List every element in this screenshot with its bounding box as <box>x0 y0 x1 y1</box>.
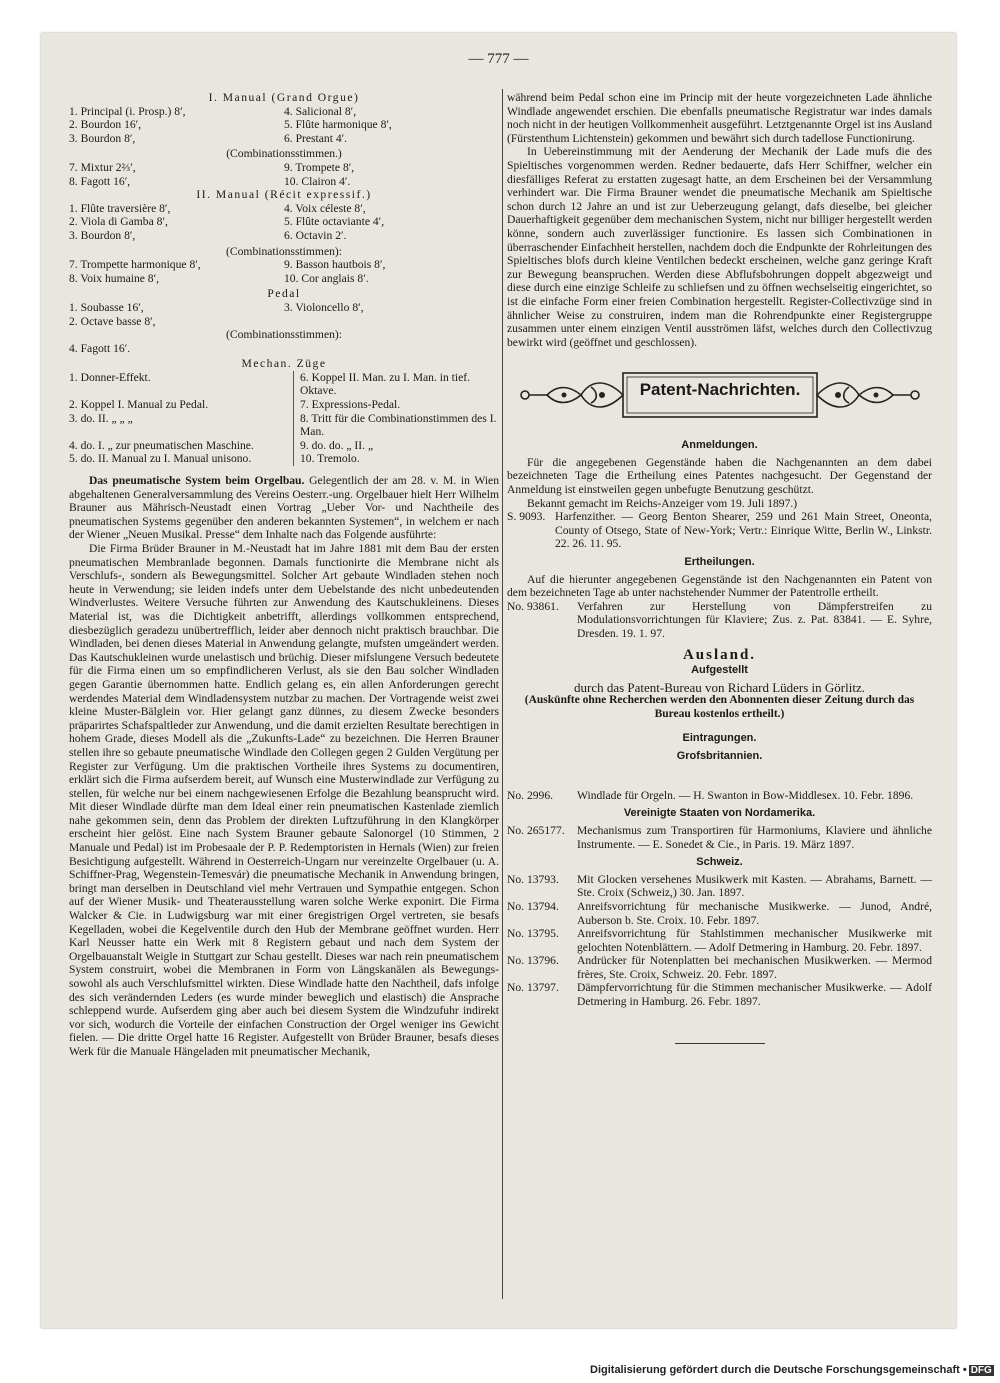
manual2-heading: II. Manual (Récit expressif.) <box>196 188 372 202</box>
table-cell: 4. do. I. „ zur pneumatischen Maschine. <box>69 438 254 452</box>
gb-heading: Grofsbritannien. <box>676 750 763 763</box>
stop-right: 4. Salicional 8′, <box>284 104 357 118</box>
list-item <box>507 873 932 900</box>
article-p1: Gelegentlich der am 28. v. M. in Wien abgehaltenen Generalversammlung des Vereins Oesterr.-ung. Orgelbauer hielt Herr Wilhelm Brauner aus Mährisch-Neustadt einen Vortrag „Ueber Vor- und Nachtheile des pneumatischen Systems gegenüber den anderen bekannten Systemen“, in welchem er nach der Wiener „Neuen Musikal. Presse“ dem Inhalte nach das Folgende ausführte: <box>69 474 499 542</box>
list-item <box>507 600 932 641</box>
stop-row <box>69 315 499 329</box>
stop-right: 6. Octavin 2′. <box>284 228 347 242</box>
stop-row <box>69 229 499 243</box>
entry-number: No. 93861. <box>507 599 559 613</box>
table-row <box>69 439 499 453</box>
stop-right: 9. Basson hautbois 8′, <box>284 258 386 272</box>
entry-text: Anreifsvorrichtung für Stahlstimmen mechanischer Musikwerke mit gelochten Notenblättern. — Adolf Detmering in Hamburg. 20. Febr. 1897. <box>577 927 932 954</box>
comb1-heading: (Combinationsstimmen.) <box>226 147 342 161</box>
patent-banner <box>507 367 932 425</box>
entry-number: S. 9093. <box>507 510 546 524</box>
list-item <box>507 981 932 1008</box>
stop-left: 3. Bourdon 8′, <box>69 228 136 242</box>
footer-text: Digitalisierung gefördert durch die Deutsche Forschungsgemeinschaft • <box>590 1364 967 1376</box>
stop-right <box>284 315 499 329</box>
pedal-fagott: 4. Fagott 16′. <box>69 341 131 355</box>
entry-number: No. 13793. <box>507 872 559 886</box>
entry-text: Mit Glocken versehenes Musikwerk mit Kasten. — Abrahams, Barnett. — Ste. Croix (Schweiz,) 30. Jan. 1897. <box>577 872 932 900</box>
table-row <box>69 412 499 439</box>
table-cell: 8. Tritt für die Combinationstimmen des I. Man. <box>294 412 500 439</box>
stop-row <box>69 175 499 189</box>
pedal-list <box>69 301 499 328</box>
entry-number: No. 13795. <box>507 927 559 941</box>
stop-right: 6. Prestant 4′. <box>284 131 348 145</box>
stop-left: 7. Mixtur 2⅔′, <box>69 160 136 174</box>
stop-left: 1. Flûte traversière 8′, <box>69 201 171 215</box>
stop-row <box>69 161 499 175</box>
table-cell: 2. Koppel I. Manual zu Pedal. <box>69 398 209 412</box>
table-cell: 9. do. do. „ II. „ <box>294 439 500 453</box>
stop-right: 10. Cor anglais 8′. <box>284 271 369 285</box>
stop-row <box>69 202 499 216</box>
aufgestellt-note: (Auskünfte ohne Recherchen werden den Abonnenten dieser Zeitung durch das Bureau kostenlos ertheilt.) <box>524 694 915 720</box>
stop-row <box>69 215 499 229</box>
aufgestellt-heading: Aufgestellt <box>691 664 748 677</box>
table-cell: 7. Expressions-Pedal. <box>294 398 500 412</box>
mechan-table <box>69 371 499 466</box>
page-number: — 777 — <box>468 51 529 67</box>
banner-title: Patent-Nachrichten. <box>639 380 801 400</box>
stop-row <box>69 258 499 272</box>
ch-heading: Schweiz. <box>696 856 743 869</box>
entry-text: Harfenzither. — Georg Benton Shearer, 259 und 261 Main Street, Oneonta, County of Otsego, State of New-York; Vertr.: Einrique Witte, Berlin W., Linkstr. 22. 26. 11. 95. <box>555 510 932 551</box>
usa-heading: Vereinigte Staaten von Nordamerika. <box>623 807 816 820</box>
comb2-heading: (Combinationsstimmen): <box>226 244 342 258</box>
stop-left: 3. Bourdon 8′, <box>69 131 136 145</box>
stop-left: 2. Bourdon 16′, <box>69 118 142 132</box>
table-cell: 6. Koppel II. Man. zu I. Man. in tief. Oktave. <box>294 371 500 398</box>
scanned-page <box>41 33 956 1328</box>
entry-text: Dämpfervorrichtung für die Stimmen mechanischer Musikwerke. — Adolf Detmering in Hamburg. 26. Febr. 1897. <box>577 981 932 1009</box>
list-item <box>507 824 932 851</box>
left-column <box>69 91 499 1059</box>
entry-number: No. 2996. <box>507 788 554 802</box>
continuation-p2: In Uebereinstimmung mit der Aenderung der Mechanik der Lade mufs die des Spieltisches vorgenommen werden. Redner bedauerte, dafs Herr Schiffner, welcher ein diesfälliges Referat zu erstatten zugesagt hatte, an dem Erscheinen bei der Versammlung verhindert war. Die Firma Brauner wendet die pneumatische Mechanik am Spieltische schon durch 12 Jahre an und ist zur Ueberzeugung gelangt, dafs dieselbe, bei gleicher Dauerhaftigkeit gegenüber dem mechanischen System, nicht nur billiger hergestellt werden könne, sondern auch zuverlässiger functionire. Es lassen sich Combinationen in überraschender Einfachheit herstellen, nachdem doch die Endpunkte der Rohrleitungen des Spieltisches blofs durch kleine Ventilchen bedeckt erscheinen, welche ganz geringe Kraft zur Bewegung beanspruchen. Werden diese Abflufsbohrungen doppelt abgezweigt und diese durch eine einzige Schleife zu schliefsen und zu öffnen wechselseitig eingerichtet, so ist die einfache Form einer freien Combination hergestellt. Register-Collectivzüge sind in ähnlicher Weise zu construiren, indem man die Rohrendpunkte einer Registergruppe zusammen unter einem einzigen Ventil ausströmen läfst, welches durch den Collectivzug bewirkt wird (geöffnet und geschlossen). <box>507 145 932 349</box>
anmeldungen-heading: Anmeldungen. <box>681 439 758 452</box>
entry-number: No. 13796. <box>507 954 559 968</box>
ausland-heading: Ausland. <box>682 646 757 663</box>
comb3-heading: (Combinationsstimmen): <box>226 328 342 342</box>
article-p2: Die Firma Brüder Brauner in M.-Neustadt hat im Jahre 1881 mit dem Bau der ersten pneumatischen Membranlade begonnen. Damals functionirte die Membrane nicht als Verschlufs-, sondern als Bewegungsmittel. Solcher Art gebaute Windladen stehen noch heute in Verwendung; sie leiden indefs unter dem Uebelstande des nicht unbedeutenden Windverlustes. Weitere Versuche führten zur Anwendung des Kautschukleinens. Dieses Material ist, was die Dichtigkeit anbetrifft, allerdings vollkommen entsprechend, diesbezüglich geradezu unübertrefflich, leider aber dennoch nicht praktisch brauchbar. Die Windladen, bei denen dieses Material in Anwendung gelangte, mufsten umgeändert werden. Das Kautschukleinen wurde unelastisch und brüchig. Dieser mifslungene Versuch bedeutete für die Firma einen um so empfindlicheren Verlust, als sie den Bau solcher Windladen gegen Garantie übernommen hatte. Endlich gelang es, ein allen Anforderungen gerecht werdendes Material dem Windladensystem nutzbar zu machen. Der Vortragende weist zwei kleine Muster-Bälglein vor. Hier gelangt ganz dünnes, zu diesem Zwecke besonders präparirtes Schafspaltleder zur Anwendung, und die damit erzielten Resultate berechtigen in hohem Grade, dieses Modell als die „Zukunfts-Lade“ zu bezeichnen. Die Herren Brauner stellen ihre so gebaute pneumatische Windlade den Collegen gegen 2 Gulden Vergütung per Register zur Verfügung. Um die praktischen Vortheile ihres Systems zu documentiren, erklärt sich die Firma aufserdem bereit, auf Wunsch eine Musterwindlade zur Verfügung zu stellen, für welche nur bei einem nachgewiesenen Erfolge die Bezahlung beansprucht wird. Mit dieser Windlade dürfte man dem Ideal einer rein pneumatischen Kastenlade ziemlich nahe gekommen sein, denn das Problem der direkten Luftzuführung in den Klangkörper erscheint hier gelöst. Eine nach System Brauner gebaute Salonorgel (10 Stimmen, 2 Manuale und Pedal) ist im Probesaale der P. P. Redemptoristen in Hernals (Wien) zur freien Besichtigung aufgestellt. Während in Oesterreich-Ungarn nur vereinzelte Orgelbauer (u. A. Schiffner-Prag, Wegenstein-Temesvár) die pneumatische Mechanik in Anwendung bringen, bringt man derselben in Deutschland viel mehr Vertrauen und Sympathie entgegen. Schon auf der Wiener Musik- und Theaterausstellung waren solche Werke exponirt. Die Firma Walcker & Cie. in Ludwigsburg war mit einer 6registrigen Orgel vertreten, sie besafs Kegelladen, wobei die Kegelventile durch den Hub der Membrane geöffnet wurden. Herr Karl Neusser hatte ein Werk mit 8 Registern gebaut und nach dem System der Orgelbauanstalt Weigle in Stuttgart zur Schau gestellt. Dieses war nach rein pneumatischem System construirt, wobei die Membranen in Form von Längskanälen als Bewegungs- sowohl als auch Verschlufsmittel wirkten. Diese Windlade hatte den Nachtheil, dafs infolge des sich verändernden Leders (es wurde minder beweglich und elastisch) die Ansprache schleppend wurde. Aufserdem ging aber auch bei diesem System die Windzufuhr indirekt vor sich, wodurch die Vorteile der einfachen Construction der Orgel weniger ins Gewicht fielen. — Die dritte Orgel hatte 16 Register. Aufgestellt von Brüder Brauner, besafs dieses Werk für die Manuale Hängeladen mit pneumatischer Mechanik, <box>69 542 499 1058</box>
list-item <box>507 900 932 927</box>
entry-text: Verfahren zur Herstellung von Dämpferstreifen zu Modulationsvorrichtungen für Klaviere; Zus. z. Pat. 83841. — E. Syhre, Dresden. 19. 1. 97. <box>577 599 932 640</box>
entry-number: No. 13797. <box>507 981 559 995</box>
entry-text: Mechanismus zum Transportiren für Harmoniums, Klaviere und ähnliche Instrumente. — E. Sonedet & Cie., in Paris. 19. März 1897. <box>577 823 932 851</box>
article-title: Das pneumatische System beim Orgelbau. <box>89 474 305 488</box>
table-cell: 3. do. II. „ „ „ <box>69 411 133 425</box>
stop-right: 4. Voix céleste 8′, <box>284 201 366 215</box>
stop-left: 8. Voix humaine 8′, <box>69 271 160 285</box>
aufgestellt-by: durch das Patent-Bureau von Richard Lüders in Görlitz. <box>574 679 865 695</box>
stop-right: 9. Trompete 8′, <box>284 160 355 174</box>
list-item <box>507 510 932 551</box>
stop-left: 1. Soubasse 16′, <box>69 300 144 314</box>
stop-left: 2. Octave basse 8′, <box>69 314 156 328</box>
list-item <box>507 789 932 803</box>
manual2-list <box>69 202 499 243</box>
stop-right: 5. Flûte harmonique 8′, <box>284 118 392 132</box>
stop-row <box>69 118 499 132</box>
table-cell: 1. Donner-Effekt. <box>69 370 151 384</box>
footer-credit <box>590 1364 994 1376</box>
entry-text: Anreifsvorrichtung für mechanische Musikwerke. — Junod, André, Auberson b. Ste. Croix. 10. Febr. 1897. <box>577 899 932 927</box>
stop-row <box>69 132 499 146</box>
entry-number: No. 13794. <box>507 899 559 913</box>
anmeldungen-intro: Für die angegebenen Gegenstände haben die Nachgenannten an dem dabei bezeichneten Tage die Ertheilung eines Patentes nachgesucht. Der Gegenstand der Anmeldung ist einstweilen gegen unbefugte Benutzung geschützt. <box>507 455 932 497</box>
stop-right: 10. Clairon 4′. <box>284 174 351 188</box>
stop-row <box>69 105 499 119</box>
stop-left: 8. Fagott 16′, <box>69 174 131 188</box>
table-row <box>69 398 499 412</box>
stop-left: 7. Trompette harmonique 8′, <box>69 258 201 272</box>
end-rule <box>675 1043 765 1044</box>
entry-text: Andrücker für Notenplatten bei mechanischen Musikwerken. — Mermod frères, Ste. Croix, Schweiz. 20. Febr. 1897. <box>577 954 932 981</box>
ertheilungen-heading: Ertheilungen. <box>684 556 755 569</box>
manual1-list <box>69 105 499 146</box>
list-item <box>507 927 932 954</box>
table-row <box>69 371 499 398</box>
dfg-logo-icon: DFG <box>970 1365 992 1376</box>
list-item <box>507 954 932 981</box>
stop-row <box>69 301 499 315</box>
table-row <box>69 452 499 466</box>
stop-row <box>69 272 499 286</box>
mechan-heading: Mechan. Züge <box>241 357 327 371</box>
ertheilungen-intro: Auf die hierunter angegebenen Gegenstände ist den Nachgenannten ein Patent von dem bezeichneten Tage ab unter nachstehender Nummer der Patentrolle ertheilt. <box>507 572 932 600</box>
comb1-list <box>69 161 499 188</box>
entry-number: No. 265177. <box>507 823 565 837</box>
right-column <box>507 91 932 1044</box>
eintragungen-heading: Eintragungen. <box>682 731 757 744</box>
article-intro <box>69 474 499 542</box>
stop-right: 3. Violoncello 8′, <box>284 300 364 314</box>
table-cell: 5. do. II. Manual zu I. Manual unisono. <box>69 452 252 466</box>
anmeldungen-date: Bekannt gemacht im Reichs-Anzeiger vom 19. Juli 1897.) <box>527 496 798 510</box>
column-divider <box>502 89 503 1299</box>
stop-left: 1. Principal (i. Prosp.) 8′, <box>69 104 186 118</box>
spacer <box>507 767 932 789</box>
continuation-p1: während beim Pedal schon eine im Princip mit der heute vorgezeichneten Lade ähnliche Windlade angewendet erschien. Die ebenfalls pneumatische Registratur war indes damals noch nicht in der heutigen Vollkommenheit ausgeführt. Letztgenannte Orgel ist ins Ausland (Fürstenthum Lichtenstein) gekommen und bewährt sich durch tadellose Functionirung. <box>507 91 932 145</box>
pedal-heading: Pedal <box>267 287 301 301</box>
stop-right: 5. Flûte octaviante 4′, <box>284 215 385 229</box>
comb2-list <box>69 258 499 285</box>
table-cell: 10. Tremolo. <box>294 452 500 466</box>
stop-left: 2. Viola di Gamba 8′, <box>69 215 168 229</box>
entry-text: Windlade für Orgeln. — H. Swanton in Bow-Middlesex. 10. Febr. 1896. <box>577 788 914 802</box>
manual1-heading: I. Manual (Grand Orgue) <box>208 91 360 104</box>
